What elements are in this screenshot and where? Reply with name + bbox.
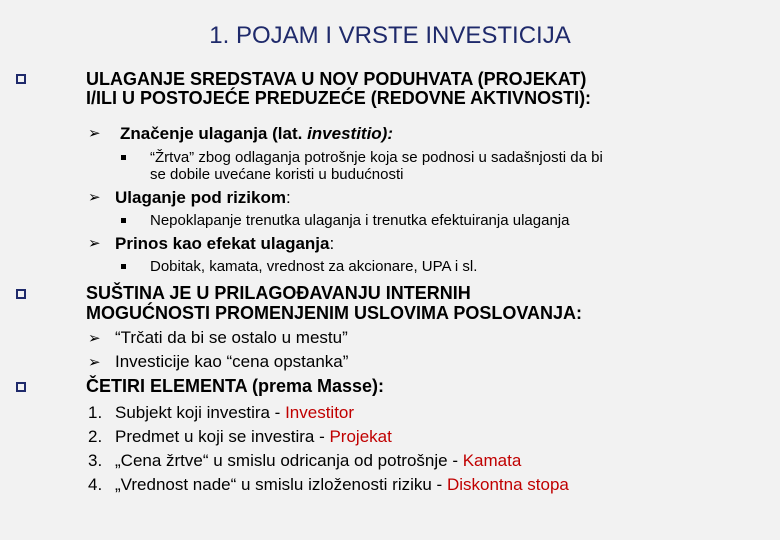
square-bullet-icon: [121, 218, 126, 223]
section1-heading-line2: I/ILI U POSTOJEĆE PREDUZEĆE (REDOVNE AKTIVNOSTI):: [86, 88, 592, 108]
list-item: [115, 427, 392, 447]
checkbox-bullet-icon: [16, 382, 26, 392]
section3-heading: ČETIRI ELEMENTA (prema Masse):: [86, 376, 385, 396]
sub3-label: [115, 234, 334, 254]
sub1-detail-line1: “Žrtva” zbog odlaganja potrošnje koja se podnosi u sadašnjosti da bi: [150, 149, 603, 166]
sub1-label: [120, 124, 393, 144]
checkbox-bullet-icon: [16, 74, 26, 84]
list-item-text: Predmet u koji se investira -: [115, 427, 330, 446]
arrow-bullet-icon: ➢: [88, 353, 101, 371]
list-item-text: „Cena žrtve“ u smislu odricanja od potrošnje -: [115, 451, 463, 470]
section1-heading-line1: ULAGANJE SREDSTAVA U NOV PODUHVATA (PROJEKAT): [86, 69, 587, 89]
list-item: [115, 475, 569, 495]
list-item: [115, 451, 521, 471]
slide-title: 1. POJAM I VRSTE INVESTICIJA: [209, 22, 571, 49]
sub1-label-text: Značenje ulaganja (lat.: [120, 124, 308, 143]
section2-item: “Trčati da bi se ostalo u mestu”: [115, 328, 348, 347]
sub2-detail: Nepoklapanje trenutka ulaganja i trenutka efektuiranja ulaganja: [150, 212, 570, 229]
list-item: [115, 403, 354, 423]
section2-heading-line2: MOGUĆNOSTI PROMENJENIM USLOVIMA POSLOVANJA:: [86, 303, 583, 323]
sub3-label-text: Prinos kao efekat ulaganja: [115, 234, 330, 253]
sub2-label: [115, 188, 291, 208]
square-bullet-icon: [121, 264, 126, 269]
list-number: 4.: [88, 475, 103, 494]
arrow-bullet-icon: ➢: [88, 124, 101, 142]
arrow-bullet-icon: ➢: [88, 234, 101, 252]
list-number: 3.: [88, 451, 103, 470]
list-item-text: „Vrednost nade“ u smislu izloženosti riziku -: [115, 475, 447, 494]
list-number: 1.: [88, 403, 103, 422]
sub1-detail-line2: se dobile uvećane koristi u budućnosti: [150, 166, 404, 183]
sub2-suffix: :: [285, 188, 291, 207]
list-item-highlight: Projekat: [329, 427, 392, 446]
sub2-label-text: Ulaganje pod rizikom: [115, 188, 286, 207]
list-item-highlight: Diskontna stopa: [446, 475, 569, 494]
arrow-bullet-icon: ➢: [88, 188, 101, 206]
list-item-highlight: Investitor: [285, 403, 355, 422]
arrow-bullet-icon: ➢: [88, 329, 101, 347]
list-item-text: Subjekt koji investira -: [115, 403, 286, 422]
list-number: 2.: [88, 427, 103, 446]
sub3-suffix: :: [329, 234, 335, 253]
sub3-detail: Dobitak, kamata, vrednost za akcionare, UPA i sl.: [150, 258, 478, 275]
list-item-highlight: Kamata: [462, 451, 522, 470]
sub1-label-italic: investitio):: [307, 124, 394, 143]
square-bullet-icon: [121, 155, 126, 160]
section2-heading-line1: SUŠTINA JE U PRILAGOĐAVANJU INTERNIH: [86, 283, 471, 303]
section2-item: Investicije kao “cena opstanka”: [115, 352, 349, 371]
checkbox-bullet-icon: [16, 289, 26, 299]
